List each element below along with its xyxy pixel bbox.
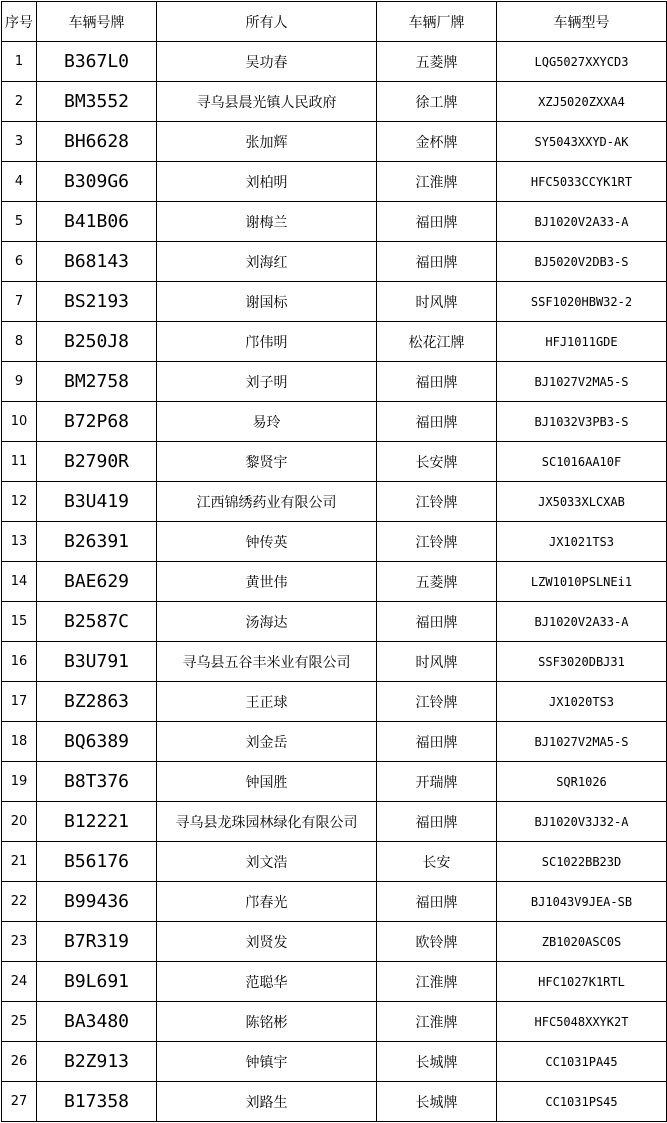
vehicle-model: HFC1027K1RTL bbox=[497, 962, 667, 1002]
row-index: 13 bbox=[2, 522, 37, 562]
table-row bbox=[2, 482, 667, 522]
vehicle-model: XZJ5020ZXXA4 bbox=[497, 82, 667, 122]
row-index: 18 bbox=[2, 722, 37, 762]
table-row bbox=[2, 322, 667, 362]
owner-name: 邝伟明 bbox=[157, 322, 377, 362]
plate-number: B367L0 bbox=[37, 42, 157, 82]
row-index: 11 bbox=[2, 442, 37, 482]
row-index: 16 bbox=[2, 642, 37, 682]
plate-number: BAE629 bbox=[37, 562, 157, 602]
owner-name: 邝春光 bbox=[157, 882, 377, 922]
table-row bbox=[2, 402, 667, 442]
owner-name: 江西锦绣药业有限公司 bbox=[157, 482, 377, 522]
plate-number: B26391 bbox=[37, 522, 157, 562]
header-model: 车辆型号 bbox=[497, 2, 667, 42]
vehicle-brand: 欧铃牌 bbox=[377, 922, 497, 962]
vehicle-model: BJ1020V3J32-A bbox=[497, 802, 667, 842]
row-index: 23 bbox=[2, 922, 37, 962]
table-row bbox=[2, 282, 667, 322]
table-row bbox=[2, 642, 667, 682]
vehicle-brand: 江铃牌 bbox=[377, 682, 497, 722]
row-index: 5 bbox=[2, 202, 37, 242]
vehicle-brand: 五菱牌 bbox=[377, 562, 497, 602]
header-owner: 所有人 bbox=[157, 2, 377, 42]
vehicle-model: SQR1026 bbox=[497, 762, 667, 802]
header-index: 序号 bbox=[2, 2, 37, 42]
vehicle-brand: 江淮牌 bbox=[377, 162, 497, 202]
vehicle-brand: 开瑞牌 bbox=[377, 762, 497, 802]
row-index: 26 bbox=[2, 1042, 37, 1082]
vehicle-model: SC1016AA10F bbox=[497, 442, 667, 482]
vehicle-brand: 福田牌 bbox=[377, 882, 497, 922]
vehicle-brand: 长城牌 bbox=[377, 1042, 497, 1082]
owner-name: 谢梅兰 bbox=[157, 202, 377, 242]
vehicle-model: CC1031PS45 bbox=[497, 1082, 667, 1122]
owner-name: 黄世伟 bbox=[157, 562, 377, 602]
table-row bbox=[2, 1082, 667, 1122]
vehicle-brand: 长城牌 bbox=[377, 1082, 497, 1122]
vehicle-brand: 江铃牌 bbox=[377, 522, 497, 562]
table-row bbox=[2, 202, 667, 242]
vehicle-model: ZB1020ASC0S bbox=[497, 922, 667, 962]
table-row bbox=[2, 162, 667, 202]
table-row bbox=[2, 922, 667, 962]
vehicle-brand: 福田牌 bbox=[377, 202, 497, 242]
plate-number: B3U419 bbox=[37, 482, 157, 522]
vehicle-brand: 江淮牌 bbox=[377, 962, 497, 1002]
table-row bbox=[2, 42, 667, 82]
plate-number: B99436 bbox=[37, 882, 157, 922]
row-index: 22 bbox=[2, 882, 37, 922]
row-index: 9 bbox=[2, 362, 37, 402]
plate-number: B309G6 bbox=[37, 162, 157, 202]
table-row bbox=[2, 722, 667, 762]
owner-name: 谢国标 bbox=[157, 282, 377, 322]
plate-number: BH6628 bbox=[37, 122, 157, 162]
row-index: 12 bbox=[2, 482, 37, 522]
vehicle-brand: 福田牌 bbox=[377, 602, 497, 642]
vehicle-model: LZW1010PSLNEi1 bbox=[497, 562, 667, 602]
vehicle-brand: 长安牌 bbox=[377, 442, 497, 482]
plate-number: B8T376 bbox=[37, 762, 157, 802]
owner-name: 张加辉 bbox=[157, 122, 377, 162]
vehicle-brand: 江铃牌 bbox=[377, 482, 497, 522]
row-index: 24 bbox=[2, 962, 37, 1002]
plate-number: BM3552 bbox=[37, 82, 157, 122]
table-row bbox=[2, 682, 667, 722]
owner-name: 钟国胜 bbox=[157, 762, 377, 802]
owner-name: 寻乌县五谷丰米业有限公司 bbox=[157, 642, 377, 682]
row-index: 8 bbox=[2, 322, 37, 362]
vehicle-model: BJ1020V2A33-A bbox=[497, 602, 667, 642]
table-row bbox=[2, 882, 667, 922]
vehicle-model: BJ5020V2DB3-S bbox=[497, 242, 667, 282]
vehicle-model: SSF3020DBJ31 bbox=[497, 642, 667, 682]
plate-number: B41B06 bbox=[37, 202, 157, 242]
row-index: 21 bbox=[2, 842, 37, 882]
vehicle-model: LQG5027XXYCD3 bbox=[497, 42, 667, 82]
row-index: 4 bbox=[2, 162, 37, 202]
vehicle-brand: 福田牌 bbox=[377, 242, 497, 282]
vehicle-brand: 江淮牌 bbox=[377, 1002, 497, 1042]
owner-name: 易玲 bbox=[157, 402, 377, 442]
plate-number: BS2193 bbox=[37, 282, 157, 322]
plate-number: B2790R bbox=[37, 442, 157, 482]
header-brand: 车辆厂牌 bbox=[377, 2, 497, 42]
row-index: 7 bbox=[2, 282, 37, 322]
table-row bbox=[2, 802, 667, 842]
table-row bbox=[2, 122, 667, 162]
table-row bbox=[2, 1042, 667, 1082]
owner-name: 寻乌县晨光镇人民政府 bbox=[157, 82, 377, 122]
plate-number: B68143 bbox=[37, 242, 157, 282]
plate-number: B2587C bbox=[37, 602, 157, 642]
row-index: 25 bbox=[2, 1002, 37, 1042]
vehicle-model: BJ1020V2A33-A bbox=[497, 202, 667, 242]
owner-name: 陈铭彬 bbox=[157, 1002, 377, 1042]
vehicle-model: BJ1027V2MA5-S bbox=[497, 362, 667, 402]
row-index: 2 bbox=[2, 82, 37, 122]
row-index: 14 bbox=[2, 562, 37, 602]
vehicle-model: JX1021TS3 bbox=[497, 522, 667, 562]
plate-number: B250J8 bbox=[37, 322, 157, 362]
vehicle-model: HFJ1011GDE bbox=[497, 322, 667, 362]
plate-number: BZ2863 bbox=[37, 682, 157, 722]
plate-number: B12221 bbox=[37, 802, 157, 842]
row-index: 17 bbox=[2, 682, 37, 722]
vehicle-brand: 时风牌 bbox=[377, 282, 497, 322]
vehicle-brand: 长安 bbox=[377, 842, 497, 882]
vehicle-model: JX1020TS3 bbox=[497, 682, 667, 722]
vehicle-model: CC1031PA45 bbox=[497, 1042, 667, 1082]
row-index: 19 bbox=[2, 762, 37, 802]
table-row bbox=[2, 842, 667, 882]
owner-name: 范聪华 bbox=[157, 962, 377, 1002]
owner-name: 刘柏明 bbox=[157, 162, 377, 202]
header-row bbox=[2, 2, 667, 42]
owner-name: 王正球 bbox=[157, 682, 377, 722]
vehicle-brand: 福田牌 bbox=[377, 722, 497, 762]
row-index: 10 bbox=[2, 402, 37, 442]
vehicle-table bbox=[1, 1, 667, 1122]
table-row bbox=[2, 762, 667, 802]
plate-number: B17358 bbox=[37, 1082, 157, 1122]
owner-name: 刘贤发 bbox=[157, 922, 377, 962]
owner-name: 黎贤宇 bbox=[157, 442, 377, 482]
row-index: 6 bbox=[2, 242, 37, 282]
plate-number: BQ6389 bbox=[37, 722, 157, 762]
row-index: 27 bbox=[2, 1082, 37, 1122]
owner-name: 钟镇宇 bbox=[157, 1042, 377, 1082]
vehicle-model: SY5043XXYD-AK bbox=[497, 122, 667, 162]
owner-name: 吴功春 bbox=[157, 42, 377, 82]
vehicle-model: BJ1027V2MA5-S bbox=[497, 722, 667, 762]
row-index: 3 bbox=[2, 122, 37, 162]
plate-number: B2Z913 bbox=[37, 1042, 157, 1082]
owner-name: 刘文浩 bbox=[157, 842, 377, 882]
table-row bbox=[2, 562, 667, 602]
row-index: 1 bbox=[2, 42, 37, 82]
table-row bbox=[2, 1002, 667, 1042]
table-row bbox=[2, 962, 667, 1002]
vehicle-model: BJ1043V9JEA-SB bbox=[497, 882, 667, 922]
owner-name: 寻乌县龙珠园林绿化有限公司 bbox=[157, 802, 377, 842]
table-row bbox=[2, 442, 667, 482]
table-row bbox=[2, 522, 667, 562]
vehicle-model: HFC5048XXYK2T bbox=[497, 1002, 667, 1042]
plate-number: BA3480 bbox=[37, 1002, 157, 1042]
owner-name: 刘路生 bbox=[157, 1082, 377, 1122]
vehicle-brand: 松花江牌 bbox=[377, 322, 497, 362]
plate-number: B72P68 bbox=[37, 402, 157, 442]
table-row bbox=[2, 602, 667, 642]
vehicle-brand: 福田牌 bbox=[377, 402, 497, 442]
vehicle-model: JX5033XLCXAB bbox=[497, 482, 667, 522]
vehicle-brand: 五菱牌 bbox=[377, 42, 497, 82]
vehicle-brand: 徐工牌 bbox=[377, 82, 497, 122]
vehicle-model: SC1022BB23D bbox=[497, 842, 667, 882]
owner-name: 汤海达 bbox=[157, 602, 377, 642]
row-index: 20 bbox=[2, 802, 37, 842]
vehicle-model: BJ1032V3PB3-S bbox=[497, 402, 667, 442]
plate-number: B9L691 bbox=[37, 962, 157, 1002]
table-row bbox=[2, 362, 667, 402]
table-row bbox=[2, 82, 667, 122]
owner-name: 刘海红 bbox=[157, 242, 377, 282]
vehicle-model: SSF1020HBW32-2 bbox=[497, 282, 667, 322]
owner-name: 刘金岳 bbox=[157, 722, 377, 762]
plate-number: B3U791 bbox=[37, 642, 157, 682]
vehicle-brand: 福田牌 bbox=[377, 802, 497, 842]
vehicle-brand: 金杯牌 bbox=[377, 122, 497, 162]
table-row bbox=[2, 242, 667, 282]
row-index: 15 bbox=[2, 602, 37, 642]
plate-number: B7R319 bbox=[37, 922, 157, 962]
owner-name: 刘子明 bbox=[157, 362, 377, 402]
vehicle-model: HFC5033CCYK1RT bbox=[497, 162, 667, 202]
vehicle-brand: 福田牌 bbox=[377, 362, 497, 402]
owner-name: 钟传英 bbox=[157, 522, 377, 562]
plate-number: BM2758 bbox=[37, 362, 157, 402]
plate-number: B56176 bbox=[37, 842, 157, 882]
header-plate: 车辆号牌 bbox=[37, 2, 157, 42]
vehicle-brand: 时风牌 bbox=[377, 642, 497, 682]
